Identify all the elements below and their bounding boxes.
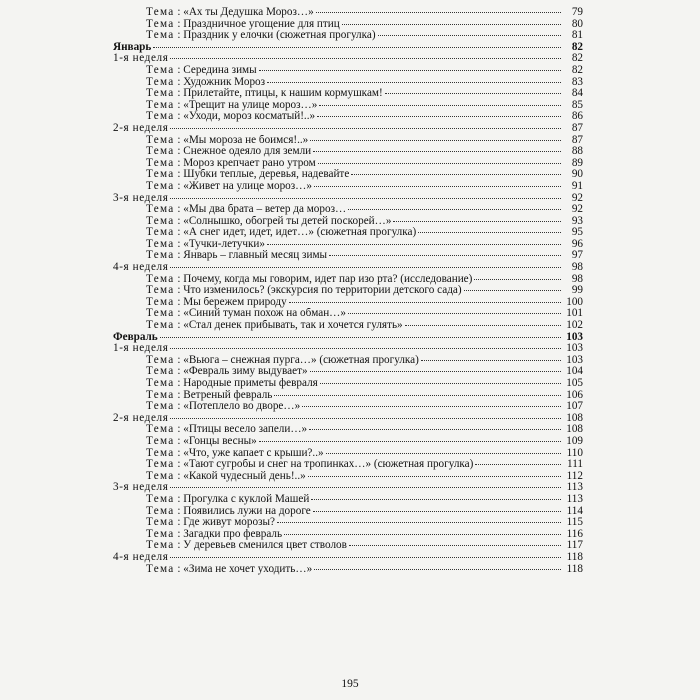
topic-prefix: Тема (146, 273, 175, 285)
dot-leader (310, 371, 561, 372)
toc-entry (113, 436, 583, 448)
topic-text: «Какой чудесный день!..» (183, 470, 306, 482)
entry-page-number: 86 (571, 110, 583, 123)
toc-entry (113, 204, 583, 216)
entry-title: Тема : «Синий туман похож на обман…» (146, 308, 346, 320)
toc-entry (113, 471, 583, 483)
toc-entry (113, 366, 583, 378)
topic-text: «Февраль зиму выдувает» (183, 366, 308, 378)
toc-entry (113, 7, 583, 19)
topic-prefix: Тема (146, 435, 175, 447)
topic-prefix: Тема (146, 146, 175, 158)
week-heading (113, 262, 583, 274)
dot-leader (309, 429, 561, 430)
topic-text: Мы бережем природу (183, 296, 287, 308)
topic-text: «Солнышко, обогрей ты детей поскорей…» (183, 215, 392, 227)
topic-prefix: Тема (146, 354, 175, 366)
week-heading (113, 53, 583, 65)
entry-title: 1-я неделя (113, 53, 169, 65)
dot-leader (170, 418, 561, 419)
entry-title: Тема : Праздник у елочки (сюжетная прогулка) (146, 30, 376, 42)
entry-title: Тема : «Солнышко, обогрей ты детей поскорей…» (146, 215, 392, 227)
toc-entry (113, 378, 583, 390)
topic-prefix: Тема (146, 18, 175, 30)
topic-text: «Мы два брата – ветер да мороз… (183, 204, 347, 216)
entry-title: Тема : У деревьев сменился цвет стволов (146, 540, 347, 552)
entry-page-number: 89 (571, 156, 583, 169)
topic-prefix: Тема (146, 134, 175, 146)
topic-prefix: Тема (146, 157, 175, 169)
entry-page-number: 95 (571, 226, 583, 239)
entry-page-number: 101 (566, 307, 583, 320)
topic-prefix: Тема (146, 459, 175, 471)
dot-leader (326, 453, 561, 454)
dot-leader (378, 35, 561, 36)
topic-text: «Уходи, мороз косматый!..» (183, 111, 316, 123)
entry-title: Тема : Прогулка с куклой Машей (146, 493, 310, 505)
week-heading (113, 482, 583, 494)
entry-page-number: 97 (571, 249, 583, 262)
dot-leader (267, 244, 561, 245)
entry-title: Тема : Снежное одеяло для земли (146, 146, 312, 158)
entry-page-number: 114 (566, 504, 583, 517)
entry-title: Тема : «Живет на улице мороз…» (146, 180, 312, 192)
topic-text: «Тучки-летучки» (183, 238, 266, 250)
toc-entry (113, 517, 583, 529)
entry-title: 2-я неделя (113, 122, 169, 134)
entry-title: Тема : «Мы мороза не боимся!..» (146, 134, 309, 146)
entry-title: Тема : Середина зимы (146, 64, 257, 76)
entry-page-number: 117 (566, 539, 583, 552)
entry-page-number: 87 (571, 133, 583, 146)
topic-text: «Живет на улице мороз…» (183, 180, 312, 192)
toc-entry (113, 540, 583, 552)
entry-title: Тема : Художник Мороз (146, 76, 266, 88)
topic-prefix: Тема (146, 180, 175, 192)
entry-page-number: 118 (566, 550, 583, 563)
topic-text: Январь – главный месяц зимы (183, 250, 328, 262)
toc-entry (113, 308, 583, 320)
topic-text: Почему, когда мы говорим, идет пар изо рта? (исследование) (183, 273, 473, 285)
dot-leader (277, 522, 561, 523)
toc-entry (113, 564, 583, 576)
toc-entry (113, 424, 583, 436)
entry-page-number: 107 (566, 400, 583, 413)
topic-text: «А снег идет, идет, идет…» (сюжетная прогулка) (183, 227, 417, 239)
topic-text: Прогулка с куклой Машей (183, 493, 310, 505)
dot-leader (351, 174, 561, 175)
entry-title: Тема : Шубки теплые, деревья, надевайте (146, 169, 350, 181)
topic-prefix: Тема (146, 204, 175, 216)
toc-entry (113, 355, 583, 367)
topic-prefix: Тема (146, 320, 175, 332)
entry-page-number: 98 (571, 261, 583, 274)
entry-title: Тема : «Какой чудесный день!..» (146, 470, 306, 482)
entry-page-number: 110 (566, 446, 583, 459)
entry-title: Тема : Появились лужи на дороге (146, 505, 311, 517)
entry-page-number: 88 (571, 145, 583, 158)
entry-title: Тема : «Уходи, мороз косматый!..» (146, 111, 316, 123)
entry-page-number: 84 (571, 87, 583, 100)
entry-title: Тема : «А снег идет, идет, идет…» (сюжетная прогулка) (146, 227, 417, 239)
entry-page-number: 113 (566, 481, 583, 494)
dot-leader (170, 348, 561, 349)
entry-title: Тема : «Февраль зиму выдувает» (146, 366, 308, 378)
topic-text: «Синий туман похож на обман…» (183, 308, 346, 320)
topic-prefix: Тема (146, 378, 175, 389)
entry-page-number: 103 (566, 330, 583, 343)
topic-text: У деревьев сменился цвет стволов (183, 540, 347, 552)
toc-entry (113, 448, 583, 460)
week-heading (113, 193, 583, 205)
toc-entry (113, 100, 583, 112)
entry-title: 2-я неделя (113, 412, 169, 424)
toc-entry (113, 250, 583, 262)
entry-page-number: 80 (571, 17, 583, 30)
entry-title: Тема : «Зима не хочет уходить…» (146, 563, 313, 575)
dot-leader (319, 105, 561, 106)
topic-prefix: Тема (146, 401, 175, 413)
topic-text: «Тают сугробы и снег на тропинках…» (сюжетная прогулка) (183, 459, 474, 471)
toc-entry (113, 401, 583, 413)
toc-entry (113, 506, 583, 518)
entry-page-number: 103 (566, 342, 583, 355)
topic-text: Где живут морозы? (183, 517, 275, 529)
entry-title: 4-я неделя (113, 551, 169, 563)
dot-leader (342, 24, 561, 25)
topic-text: Ветреный февраль (183, 389, 273, 401)
page-number: 195 (341, 678, 359, 690)
week-heading (113, 123, 583, 135)
entry-title: 3-я неделя (113, 482, 169, 494)
dot-leader (317, 116, 561, 117)
topic-prefix: Тема (146, 64, 175, 76)
topic-text: «Зима не хочет уходить…» (183, 563, 313, 575)
toc-entry (113, 297, 583, 309)
topic-text: Праздник у елочки (сюжетная прогулка) (183, 30, 376, 42)
entry-title: Тема : Январь – главный месяц зимы (146, 250, 328, 262)
dot-leader (259, 441, 561, 442)
week-heading (113, 343, 583, 355)
topic-text: Появились лужи на дороге (183, 505, 311, 517)
toc-entry (113, 181, 583, 193)
toc-entry (113, 494, 583, 506)
toc-entry (113, 274, 583, 286)
dot-leader (385, 93, 561, 94)
dot-leader (170, 58, 561, 59)
topic-text: Снежное одеяло для земли (183, 146, 312, 158)
entry-title: Тема : Почему, когда мы говорим, идет пар изо рта? (исследование) (146, 273, 473, 285)
entry-page-number: 91 (571, 179, 583, 192)
dot-leader (464, 290, 561, 291)
dot-leader (316, 12, 561, 13)
topic-prefix: Тема (146, 366, 175, 378)
topic-text: «Ах ты Дедушка Мороз…» (183, 7, 314, 18)
entry-page-number: 106 (566, 388, 583, 401)
toc-entry (113, 19, 583, 31)
toc-entry (113, 529, 583, 541)
topic-prefix: Тема (146, 505, 175, 517)
topic-text: «Стал денек прибывать, так и хочется гулять» (183, 320, 403, 332)
entry-page-number: 100 (566, 295, 583, 308)
entry-page-number: 85 (571, 98, 583, 111)
topic-text: «Трещит на улице мороз…» (183, 99, 318, 111)
dot-leader (170, 267, 561, 268)
topic-prefix: Тема (146, 563, 175, 575)
entry-page-number: 109 (566, 434, 583, 447)
entry-page-number: 116 (566, 527, 583, 540)
dot-leader (314, 569, 561, 570)
topic-prefix: Тема (146, 88, 175, 100)
topic-text: «Гонцы весны» (183, 435, 257, 447)
toc-entry (113, 320, 583, 332)
entry-title: Тема : Мороз крепчает рано утром (146, 157, 316, 169)
entry-title: Тема : «Вьюга – снежная пурга…» (сюжетная прогулка) (146, 354, 419, 366)
entry-page-number: 102 (566, 319, 583, 332)
toc-entry (113, 65, 583, 77)
entry-page-number: 108 (566, 411, 583, 424)
topic-prefix: Тема (146, 540, 175, 552)
entry-title: 1-я неделя (113, 343, 169, 355)
topic-text: «Что, уже капает с крыши?..» (183, 447, 324, 459)
entry-title: Тема : Прилетайте, птицы, к нашим кормушкам! (146, 88, 383, 100)
toc-entry (113, 216, 583, 228)
entry-title: Тема : Праздничное угощение для птиц (146, 18, 340, 30)
entry-page-number: 105 (566, 377, 583, 389)
topic-prefix: Тема (146, 30, 175, 42)
entry-title: 3-я неделя (113, 192, 169, 204)
topic-text: «Мы мороза не боимся!..» (183, 134, 309, 146)
dot-leader (160, 337, 561, 338)
topic-prefix: Тема (146, 285, 175, 297)
entry-page-number: 81 (571, 29, 583, 42)
entry-title: Тема : «Трещит на улице мороз…» (146, 99, 318, 111)
dot-leader (349, 545, 561, 546)
topic-prefix: Тема (146, 99, 175, 111)
entry-page-number: 83 (571, 75, 583, 88)
entry-page-number: 99 (571, 284, 583, 297)
dot-leader (475, 464, 561, 465)
dot-leader (474, 279, 561, 280)
entry-page-number: 79 (571, 6, 583, 18)
topic-text: «Потеплело во дворе…» (183, 401, 301, 413)
entry-page-number: 112 (566, 469, 583, 482)
dot-leader (310, 140, 561, 141)
entry-page-number: 104 (566, 365, 583, 378)
entry-title: Февраль (113, 331, 158, 343)
topic-text: Прилетайте, птицы, к нашим кормушкам! (183, 88, 383, 100)
entry-page-number: 92 (571, 203, 583, 216)
dot-leader (170, 198, 561, 199)
entry-title: Тема : «Птицы весело запели…» (146, 424, 308, 436)
month-heading (113, 332, 583, 344)
toc-entry (113, 88, 583, 100)
dot-leader (313, 151, 561, 152)
topic-prefix: Тема (146, 470, 175, 482)
entry-page-number: 87 (571, 121, 583, 134)
entry-title: Тема : Загадки про февраль (146, 528, 283, 540)
toc-entry (113, 135, 583, 147)
dot-leader (259, 70, 561, 71)
table-of-contents (113, 7, 583, 575)
dot-leader (170, 128, 561, 129)
entry-page-number: 108 (566, 423, 583, 436)
dot-leader (289, 302, 561, 303)
dot-leader (348, 209, 561, 210)
entry-page-number: 98 (571, 272, 583, 285)
entry-page-number: 96 (571, 237, 583, 250)
topic-prefix: Тема (146, 169, 175, 181)
entry-title: Тема : Мы бережем природу (146, 296, 287, 308)
topic-text: Мороз крепчает рано утром (183, 157, 316, 169)
entry-page-number: 92 (571, 191, 583, 204)
dot-leader (308, 476, 561, 477)
dot-leader (302, 406, 561, 407)
week-heading (113, 552, 583, 564)
toc-entry (113, 146, 583, 158)
topic-prefix: Тема (146, 493, 175, 505)
dot-leader (393, 221, 561, 222)
topic-text: Народные приметы февраля (183, 378, 318, 389)
topic-prefix: Тема (146, 528, 175, 540)
topic-text: Праздничное угощение для птиц (183, 18, 340, 30)
dot-leader (421, 360, 561, 361)
dot-leader (329, 255, 561, 256)
toc-entry (113, 158, 583, 170)
entry-page-number: 113 (566, 492, 583, 505)
entry-title: Тема : Ветреный февраль (146, 389, 273, 401)
entry-page-number: 103 (566, 353, 583, 366)
dot-leader (153, 47, 561, 48)
toc-entry (113, 30, 583, 42)
topic-prefix: Тема (146, 215, 175, 227)
dot-leader (405, 325, 561, 326)
entry-title: Тема : «Тают сугробы и снег на тропинках…» (сюжетная прогулка) (146, 459, 474, 471)
week-heading (113, 413, 583, 425)
entry-title: 4-я неделя (113, 262, 169, 274)
dot-leader (313, 511, 561, 512)
topic-prefix: Тема (146, 227, 175, 239)
dot-leader (170, 557, 561, 558)
entry-page-number: 82 (571, 52, 583, 65)
entry-page-number: 93 (571, 214, 583, 227)
toc-entry (113, 169, 583, 181)
topic-text: «Вьюга – снежная пурга…» (сюжетная прогулка) (183, 354, 419, 366)
toc-entry (113, 459, 583, 471)
topic-prefix: Тема (146, 517, 175, 529)
dot-leader (418, 232, 561, 233)
entry-title: Тема : «Тучки-летучки» (146, 238, 266, 250)
entry-title: Тема : «Потеплело во дворе…» (146, 401, 301, 413)
entry-title: Тема : «Ах ты Дедушка Мороз…» (146, 7, 314, 18)
topic-text: Что изменилось? (экскурсия по территории детского сада) (183, 285, 462, 297)
topic-prefix: Тема (146, 76, 175, 88)
topic-prefix: Тема (146, 389, 175, 401)
dot-leader (311, 499, 561, 500)
dot-leader (318, 163, 561, 164)
entry-title: Тема : «Гонцы весны» (146, 435, 257, 447)
dot-leader (348, 313, 561, 314)
dot-leader (267, 82, 561, 83)
entry-title: Тема : Народные приметы февраля (146, 378, 318, 389)
topic-prefix: Тема (146, 296, 175, 308)
topic-prefix: Тема (146, 308, 175, 320)
topic-prefix: Тема (146, 250, 175, 262)
topic-prefix: Тема (146, 424, 175, 436)
entry-page-number: 90 (571, 168, 583, 181)
topic-prefix: Тема (146, 111, 175, 123)
month-heading (113, 42, 583, 54)
entry-title: Тема : «Что, уже капает с крыши?..» (146, 447, 324, 459)
topic-text: «Птицы весело запели…» (183, 424, 308, 436)
entry-title: Тема : Где живут морозы? (146, 517, 275, 529)
entry-page-number: 82 (571, 40, 583, 53)
toc-entry (113, 239, 583, 251)
toc-entry (113, 111, 583, 123)
entry-title: Январь (113, 41, 152, 53)
topic-prefix: Тема (146, 447, 175, 459)
topic-text: Загадки про февраль (183, 528, 283, 540)
topic-prefix: Тема (146, 7, 175, 18)
toc-entry (113, 285, 583, 297)
entry-title: Тема : «Стал денек прибывать, так и хочется гулять» (146, 320, 403, 332)
topic-text: Середина зимы (183, 64, 257, 76)
entry-page-number: 111 (567, 458, 583, 471)
toc-entry (113, 390, 583, 402)
entry-page-number: 82 (571, 63, 583, 76)
dot-leader (274, 395, 561, 396)
entry-title: Тема : Что изменилось? (экскурсия по территории детского сада) (146, 285, 462, 297)
entry-page-number: 118 (566, 562, 583, 575)
entry-title: Тема : «Мы два брата – ветер да мороз… (146, 204, 347, 216)
dot-leader (320, 383, 561, 384)
topic-prefix: Тема (146, 238, 175, 250)
dot-leader (170, 487, 561, 488)
dot-leader (284, 534, 561, 535)
dot-leader (314, 186, 561, 187)
toc-entry (113, 77, 583, 89)
toc-entry (113, 227, 583, 239)
topic-text: Художник Мороз (183, 76, 266, 88)
entry-page-number: 115 (566, 516, 583, 529)
topic-text: Шубки теплые, деревья, надевайте (183, 169, 350, 181)
